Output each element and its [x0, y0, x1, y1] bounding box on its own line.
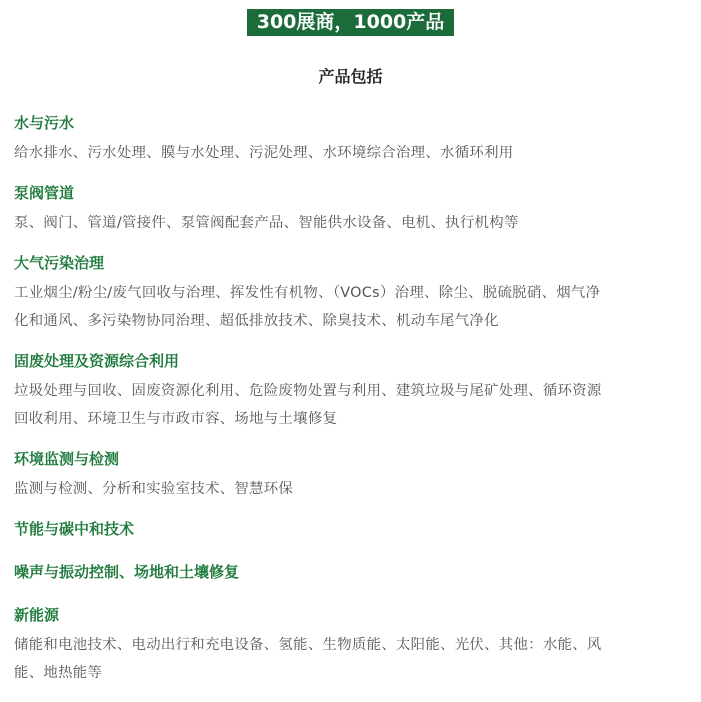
category-title: 噪声与振动控制、场地和土壤修复 [14, 563, 240, 581]
section-title: 产品包括 [318, 67, 383, 86]
category-monitoring [14, 448, 694, 503]
category-title: 大气污染治理 [14, 254, 105, 272]
category-solid-waste [14, 350, 694, 433]
category-energy-saving [14, 518, 694, 540]
category-title: 新能源 [14, 606, 60, 624]
category-pumps-valves [14, 182, 694, 237]
category-noise-control [14, 561, 694, 583]
category-title: 固废处理及资源综合利用 [14, 352, 180, 370]
category-title: 水与污水 [14, 114, 75, 132]
category-description: 储能和电池技术、电动出行和充电设备、氢能、生物质能、太阳能、光伏、其他：水能、风 [14, 637, 602, 653]
category-water [14, 112, 694, 167]
category-description: 监测与检测、分析和实验室技术、智慧环保 [14, 481, 294, 497]
category-title: 泵阀管道 [14, 184, 75, 202]
category-list [14, 112, 694, 702]
category-title: 环境监测与检测 [14, 450, 120, 468]
category-description: 垃圾处理与回收、固废资源化利用、危险废物处置与利用、建筑垃圾与尾矿处理、循环资源 [14, 383, 602, 399]
category-description: 能、地热能等 [14, 665, 103, 681]
category-description: 化和通风、多污染物协同治理、超低排放技术、除臭技术、机动车尾气净化 [14, 313, 499, 329]
category-title: 节能与碳中和技术 [14, 520, 135, 538]
category-air-pollution [14, 252, 694, 335]
category-description: 给水排水、污水处理、膜与水处理、污泥处理、水环境综合治理、水循环利用 [14, 145, 514, 161]
exhibitor-banner: 300展商，1000产品 [247, 9, 455, 36]
category-new-energy [14, 604, 694, 687]
category-description: 工业烟尘/粉尘/废气回收与治理、挥发性有机物、（VOCs）治理、除尘、脱硫脱硝、烟气净 [14, 285, 601, 301]
banner-container [0, 9, 701, 36]
category-description: 回收利用、环境卫生与市政市容、场地与土壤修复 [14, 411, 338, 427]
category-description: 泵、阀门、管道/管接件、泵管阀配套产品、智能供水设备、电机、执行机构等 [14, 215, 519, 231]
